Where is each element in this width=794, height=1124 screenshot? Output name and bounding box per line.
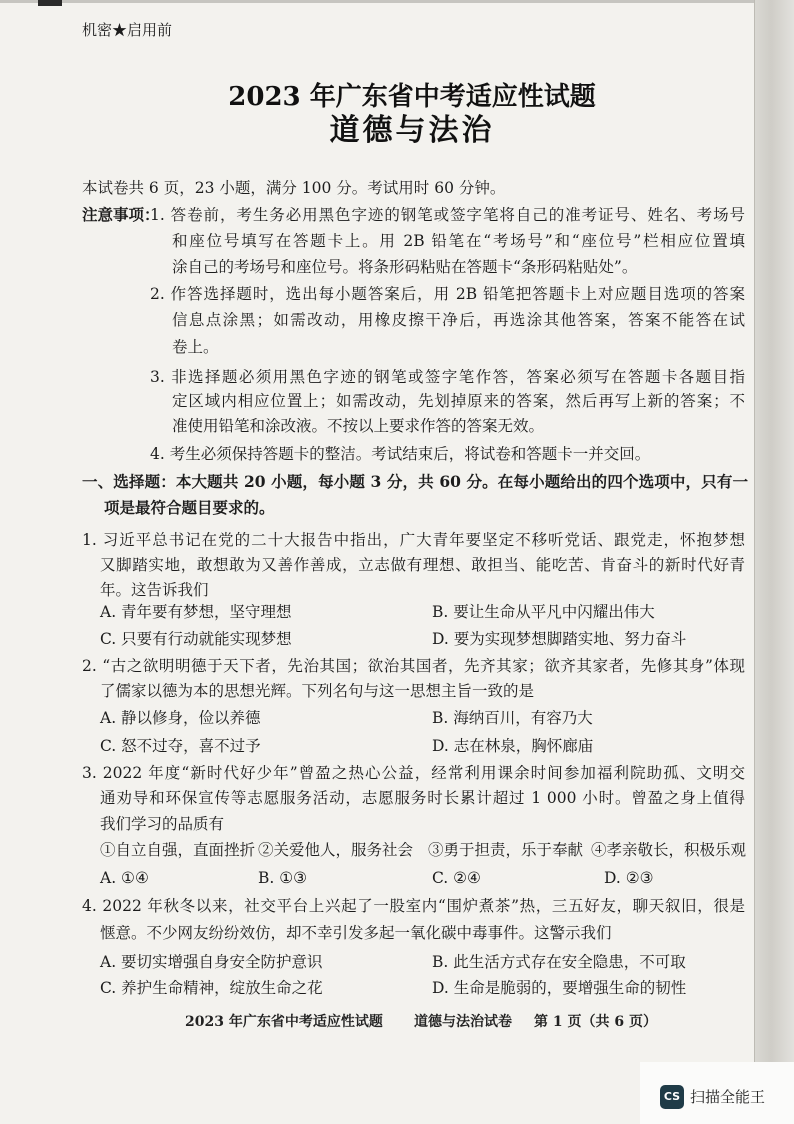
section-heading: 一、选择题：本大题共 20 小题，每小题 3 分，共 60 分。在每小题给出的四个选项中，只有一: [82, 472, 748, 491]
question-stem: 2. “古之欲明明德于天下者，先治其国；欲治其国者，先齐其家；欲齐其家者，先修其身”体现: [82, 657, 745, 675]
statement-1: ①自立自强，直面挫折: [100, 841, 256, 859]
option-b: B. 此生活方式存在安全隐患，不可取: [432, 953, 686, 971]
notes-label: 注意事项：: [82, 205, 160, 224]
option-b: B. ①③: [258, 869, 308, 887]
scan-mark: [38, 0, 62, 6]
exam-title: 2023 年广东省中考适应性试题: [228, 82, 596, 112]
section-heading: 项是最符合题目要求的。: [104, 498, 275, 517]
question-stem: 又脚踏实地，敢想敢为又善作善成，立志做有理想、敢担当、能吃苦、肯奋斗的新时代好青: [100, 556, 745, 574]
footer-exam: 2023 年广东省中考适应性试题: [185, 1014, 383, 1030]
option-d: D. 志在林泉，胸怀廊庙: [432, 737, 594, 755]
option-a: A. 要切实增强自身安全防护意识: [100, 953, 323, 971]
footer-paper: 道德与法治试卷: [414, 1014, 512, 1030]
scan-top-edge: [0, 0, 794, 3]
scanner-app-name: 扫描全能王: [690, 1088, 766, 1106]
question-stem: 年。这告诉我们: [100, 581, 209, 599]
note-line: 定区域内相应位置上；如需改动，先划掉原来的答案，然后再写上新的答案；不: [172, 392, 745, 410]
option-a: A. 青年要有梦想，坚守理想: [100, 603, 292, 621]
option-a: A. 静以修身，俭以养德: [100, 709, 261, 727]
confidential-mark: 机密★启用前: [82, 21, 173, 39]
note-line: 准使用铅笔和涂改液。不按以上要求作答的答案无效。: [172, 417, 545, 435]
option-d: D. 生命是脆弱的，要增强生命的韧性: [432, 979, 687, 997]
statement-3: ③勇于担责，乐于奉献: [428, 841, 584, 859]
statement-2: ②关爱他人，服务社会: [258, 841, 414, 859]
option-d: D. 要为实现梦想脚踏实地、努力奋斗: [432, 630, 687, 648]
note-line: 和座位号填写在答题卡上。用 2B 铅笔在“考场号”和“座位号”栏相应位置填: [172, 232, 745, 250]
option-c: C. ②④: [432, 869, 481, 887]
scanner-logo-icon: CS: [660, 1085, 684, 1109]
note-line: 涂自己的考场号和座位号。将条形码粘贴在答题卡“条形码粘贴处”。: [172, 258, 638, 276]
question-stem: 1. 习近平总书记在党的二十大报告中指出，广大青年要坚定不移听党话、跟党走，怀抱梦想: [82, 531, 745, 549]
scan-right-edge: [754, 0, 794, 1062]
note-line: 2. 作答选择题时，选出每小题答案后，用 2B 铅笔把答题卡上对应题目选项的答案: [150, 285, 745, 303]
option-b: B. 海纳百川，有容乃大: [432, 709, 593, 727]
option-c: C. 只要有行动就能实现梦想: [100, 630, 292, 648]
option-b: B. 要让生命从平凡中闪耀出伟大: [432, 603, 655, 621]
footer-page: 第 1 页（共 6 页）: [534, 1014, 657, 1030]
subject-title: 道德与法治: [329, 113, 495, 148]
question-stem: 通劝导和环保宣传等志愿服务活动，志愿服务时长累计超过 1 000 小时。曾盈之身上值得: [100, 789, 745, 807]
question-stem: 我们学习的品质有: [100, 815, 225, 833]
question-stem: 4. 2022 年秋冬以来，社交平台上兴起了一股室内“围炉煮茶”热，三五好友，聊天叙旧，很是: [82, 897, 745, 915]
note-line: 1. 答卷前，考生务必用黑色字迹的钢笔或签字笔将自己的准考证号、姓名、考场号: [150, 206, 745, 224]
question-stem: 3. 2022 年度“新时代好少年”曾盈之热心公益，经常利用课余时间参加福利院助孤、文明交: [82, 764, 745, 782]
exam-intro: 本试卷共 6 页，23 小题，满分 100 分。考试用时 60 分钟。: [82, 179, 506, 197]
question-stem: 惬意。不少网友纷纷效仿，却不幸引发多起一氧化碳中毒事件。这警示我们: [100, 924, 612, 942]
note-line: 3. 非选择题必须用黑色字迹的钢笔或签字笔作答，答案必须写在答题卡各题目指: [150, 368, 745, 386]
option-a: A. ①④: [100, 869, 149, 887]
statement-4: ④孝亲敬长，积极乐观: [591, 841, 747, 859]
note-line: 4. 考生必须保持答题卡的整洁。考试结束后，将试卷和答题卡一并交回。: [150, 445, 651, 463]
option-c: C. 怒不过夺，喜不过予: [100, 737, 261, 755]
option-c: C. 养护生命精神，绽放生命之花: [100, 979, 323, 997]
option-d: D. ②③: [604, 869, 654, 887]
note-line: 信息点涂黑；如需改动，用橡皮擦干净后，再选涂其他答案，答案不能答在试: [172, 311, 745, 329]
note-line: 卷上。: [172, 338, 219, 356]
question-stem: 了儒家以德为本的思想光辉。下列名句与这一思想主旨一致的是: [100, 682, 535, 700]
